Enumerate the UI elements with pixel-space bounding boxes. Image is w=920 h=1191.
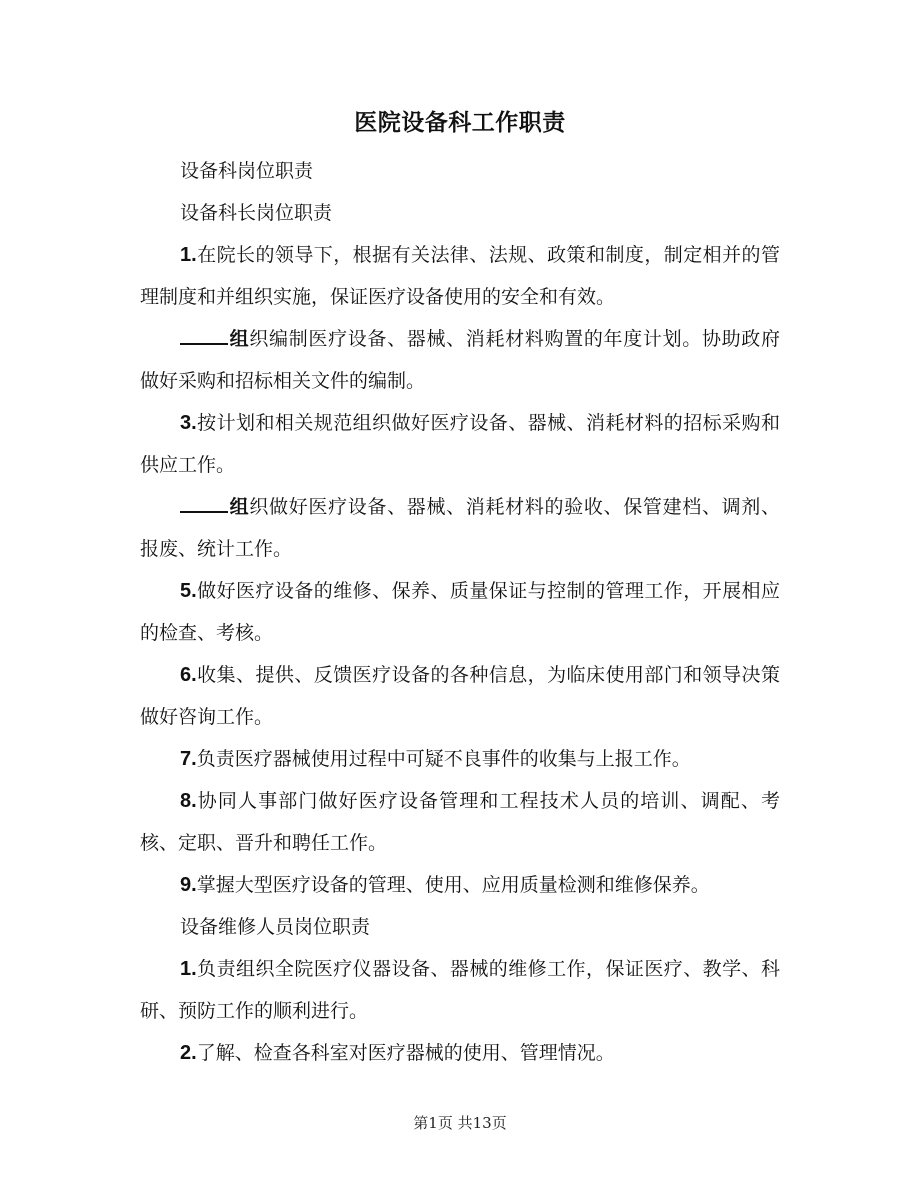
list-item — [140, 780, 780, 864]
item-text: 做好医疗设备的维修、保养、质量保证与控制的管理工作，开展相应的检查、考核。 — [140, 580, 780, 644]
list-item — [140, 738, 780, 780]
document-body — [140, 150, 780, 1074]
list-item — [140, 864, 780, 906]
section-heading: 设备科长岗位职责 — [180, 202, 333, 224]
item-number: 1. — [180, 244, 197, 266]
section-heading: 设备维修人员岗位职责 — [180, 916, 371, 938]
item-number: 2. — [180, 1042, 197, 1064]
list-item — [140, 948, 780, 1032]
list-item — [140, 486, 780, 570]
list-item — [140, 1032, 780, 1074]
list-item — [140, 234, 780, 318]
list-item — [140, 318, 780, 402]
item-text: 织编制医疗设备、器械、消耗材料购置的年度计划。协助政府做好采购和招标相关文件的编制。 — [140, 328, 780, 392]
item-text: 协同人事部门做好医疗设备管理和工程技术人员的培训、调配、考核、定职、晋升和聘任工作。 — [140, 790, 780, 854]
item-text: 按计划和相关规范组织做好医疗设备、器械、消耗材料的招标采购和供应工作。 — [140, 412, 780, 476]
item-number: 7. — [180, 748, 197, 770]
page-footer: 第1页 共13页 — [413, 1114, 507, 1132]
blank-underline — [180, 323, 228, 345]
item-text: 织做好医疗设备、器械、消耗材料的验收、保管建档、调剂、报废、统计工作。 — [140, 496, 780, 560]
blank-underline — [180, 491, 228, 513]
item-text: 收集、提供、反馈医疗设备的各种信息，为临床使用部门和领导决策做好咨询工作。 — [140, 664, 780, 728]
item-text: 了解、检查各科室对医疗器械的使用、管理情况。 — [196, 1042, 615, 1064]
item-number: 3. — [180, 412, 197, 434]
item-number: 5. — [180, 580, 197, 602]
section-heading: 设备科岗位职责 — [180, 160, 314, 182]
item-lead-char: 组 — [229, 328, 250, 350]
list-item — [140, 654, 780, 738]
item-text: 在院长的领导下，根据有关法律、法规、政策和制度，制定相并的管理制度和并组织实施，保证医疗设备使用的安全和有效。 — [140, 244, 780, 308]
item-text: 负责组织全院医疗仪器设备、器械的维修工作，保证医疗、教学、科研、预防工作的顺利进行。 — [140, 958, 780, 1022]
item-number: 9. — [180, 874, 197, 896]
item-number: 1. — [180, 958, 197, 980]
list-item — [140, 402, 780, 486]
list-item — [140, 570, 780, 654]
item-text: 负责医疗器械使用过程中可疑不良事件的收集与上报工作。 — [196, 748, 691, 770]
item-number: 6. — [180, 664, 197, 686]
item-text: 掌握大型医疗设备的管理、使用、应用质量检测和维修保养。 — [196, 874, 710, 896]
item-number: 8. — [180, 790, 197, 812]
item-lead-char: 组 — [229, 496, 250, 518]
document-title: 医院设备科工作职责 — [354, 110, 566, 136]
